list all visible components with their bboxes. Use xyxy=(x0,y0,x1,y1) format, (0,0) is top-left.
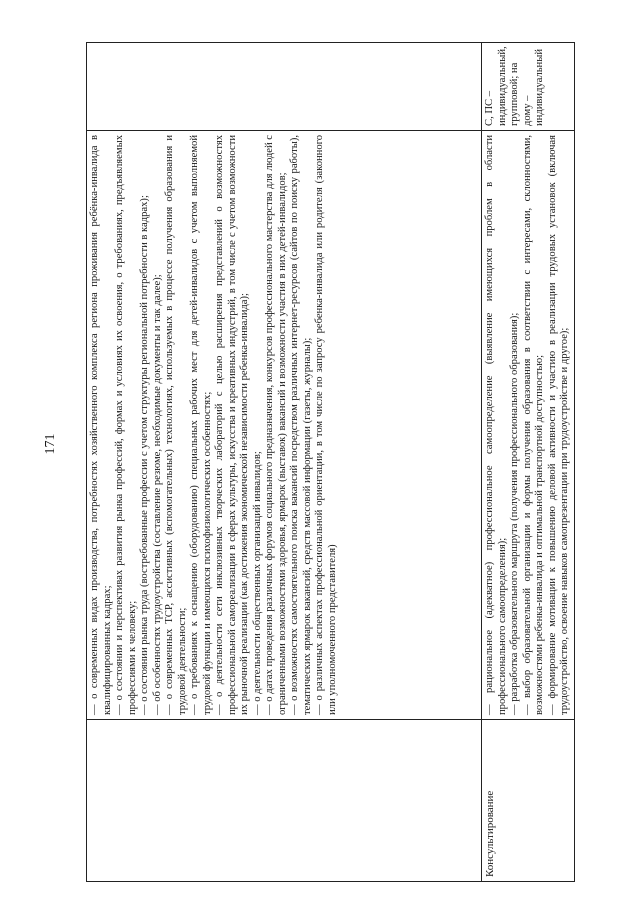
form-label: С, ПС – индивидуальный, групповой; на дому – индивидуальный xyxy=(484,46,545,126)
list-item: — формирование мотивации к повышению деловой активности и участию в реализации трудовых установок (включая трудоустройство, освоение навыков самопрезентации при трудоустройстве и другое); xyxy=(546,135,570,715)
form-cell xyxy=(87,43,482,131)
list-item: — о деятельности сети инклюзивных творческих лабораторий с целью расширения представлений о возможностях профессиональной самореализации в сферах культуры, искусства и креативных индустрий, в том числе с учетом возможности их рыночной реализации (как достижения экономической независимости ребенка-инвалида); xyxy=(214,135,250,715)
content-cell xyxy=(482,131,575,720)
method-cell xyxy=(87,720,482,882)
list-item: — о современных ТСР, ассистивных (вспомогательных) технологиях, используемых в процессе получения образования и трудовой деятельности; xyxy=(164,135,188,715)
list-item: — о возможностях самостоятельного поиска вакансий посредством различных интернет-ресурсов (сайтов по поиску работы), тематических ярмарок вакансий, средств массовой информации (газеты, журналы); xyxy=(289,135,313,715)
services-table xyxy=(86,42,575,882)
list-item: — выбор образовательной организации и формы получения образования в соответствии с интересами, склонностями, возможностями ребенка-инвалида и оптимальной транспортной доступностью; xyxy=(521,135,545,715)
list-item: — о деятельности общественных организаций инвалидов; xyxy=(251,451,263,715)
list-item: — о современных видах производства, потребностях хозяйственного комплекса региона проживания ребёнка-инвалида в квалифицированных кадрах; xyxy=(89,135,113,715)
table-row xyxy=(87,43,482,882)
list-item: — о состоянии рынка труда (востребованные профессии с учетом структуры региональной потребности в кадрах); xyxy=(139,195,150,715)
rotated-table-wrapper xyxy=(86,42,570,882)
list-item: — о датах проведения различных форумов социального предназначения, конкурсов профессионального мастерства для людей с ограниченными возможностями здоровья, ярмарок (выставок) вакансий и возможности участия в них детей-инвалидов; xyxy=(264,135,288,715)
content-cell xyxy=(87,131,482,720)
table-row xyxy=(482,43,575,882)
method-label: Консультирование xyxy=(484,790,496,877)
list-item: — об особенностях трудоустройства (составление резюме, необходимые документы и так далее); xyxy=(151,274,163,715)
page-number: 171 xyxy=(43,433,58,455)
method-cell xyxy=(482,720,575,882)
list-item: — разработка образовательного маршрута (получения профессионального образования); xyxy=(509,312,520,715)
list-item: — о различных аспектах профессиональной ориентации, в том числе по запросу ребенка-инвалида или родителя (законного или уполномоченного представителя) xyxy=(314,135,338,715)
form-cell xyxy=(482,43,575,131)
list-item: — о состоянии и перспективах развития рынка профессий, формах и условиях их освоения, о требованиях, предъявляемых профессиями к человеку; xyxy=(114,135,138,715)
list-item: — рациональное (адекватное) профессиональное самоопределение (выявление имеющихся проблем в области профессионального самоопределения); xyxy=(484,135,508,715)
list-item: — о требованиях к оснащению (оборудованию) специальных рабочих мест для детей-инвалидов с учетом выполняемой трудовой функции и имеющихся психофизиологических особенностях; xyxy=(189,135,213,715)
